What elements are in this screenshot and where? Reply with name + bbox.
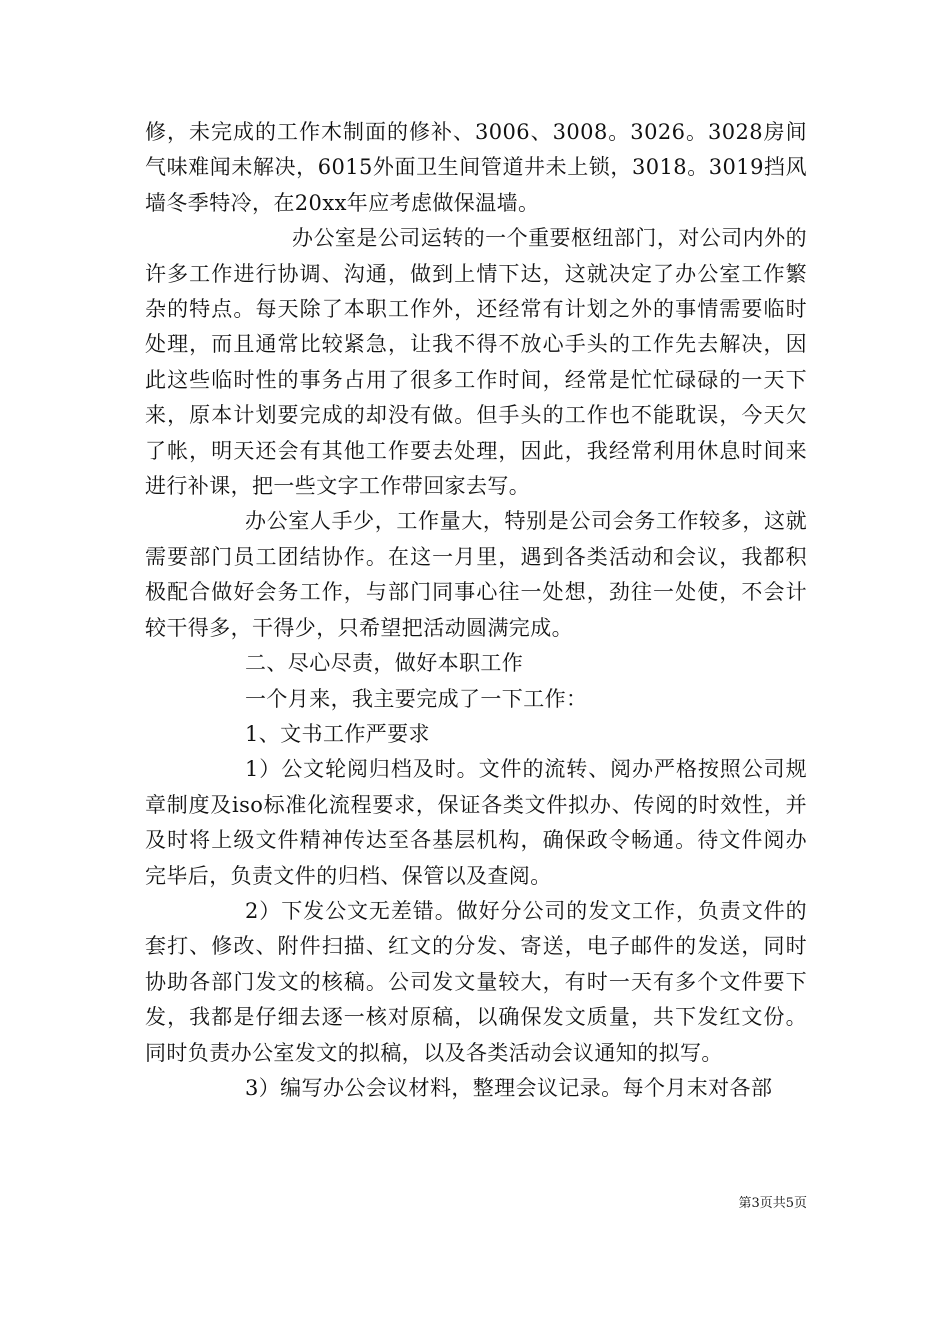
paragraph-item-3: 3）编写办公会议材料，整理会议记录。每个月末对各部 — [245, 1075, 773, 1100]
paragraph-continuation: 修，未完成的工作木制面的修补、3006、3008。3026。3028房间气味难闻未解决，6015外面卫生间管道井未上锁，3018。3019挡风墙冬季特冷，在20xx年应考虑做保温墙。 — [145, 120, 807, 215]
document-body — [145, 115, 807, 1106]
paragraph-teamwork: 办公室人手少，工作量大，特别是公司会务工作较多，这就需要部门员工团结协作。在这一月里，遇到各类活动和会议，我都积极配合做好会务工作，与部门同事心往一处想，劲往一处使，不会计较干得多，干得少，只希望把活动圆满完成。 — [145, 509, 807, 640]
subheading-document-work: 1、文书工作严要求 — [245, 721, 430, 746]
paragraph-item-2: 2）下发公文无差错。做好分公司的发文工作，负责文件的套打、修改、附件扫描、红文的分发、寄送，电子邮件的发送，同时协助各部门发文的核稿。公司发文量较大，有时一天有多个文件要下发，我都是仔细去逐一核对原稿，以确保发文质量，共下发红文份。同时负责办公室发文的拟稿，以及各类活动会议通知的拟写。 — [145, 898, 807, 1065]
page-number: 第3页共5页 — [738, 1196, 807, 1211]
paragraph-office-role: 办公室是公司运转的一个重要枢纽部门，对公司内外的许多工作进行协调、沟通，做到上情下达，这就决定了办公室工作繁杂的特点。每天除了本职工作外，还经常有计划之外的事情需要临时处理，而且通常比较紧急，让我不得不放心手头的工作先去解决，因此这些临时性的事务占用了很多工作时间，经常是忙忙碌碌的一天下来，原本计划要完成的却没有做。但手头的工作也不能耽误，今天欠了帐，明天还会有其他工作要去处理，因此，我经常利用休息时间来进行补课，把一些文字工作带回家去写。 — [145, 226, 807, 499]
section-heading-duties: 二、尽心尽责，做好本职工作 — [245, 651, 524, 676]
paragraph-item-1: 1）公文轮阅归档及时。文件的流转、阅办严格按照公司规章制度及iso标准化流程要求，保证各类文件拟办、传阅的时效性，并及时将上级文件精神传达至各基层机构，确保政令畅通。待文件阅办完毕后，负责文件的归档、保管以及查阅。 — [145, 757, 807, 888]
paragraph-summary-intro: 一个月来，我主要完成了一下工作： — [245, 686, 588, 711]
